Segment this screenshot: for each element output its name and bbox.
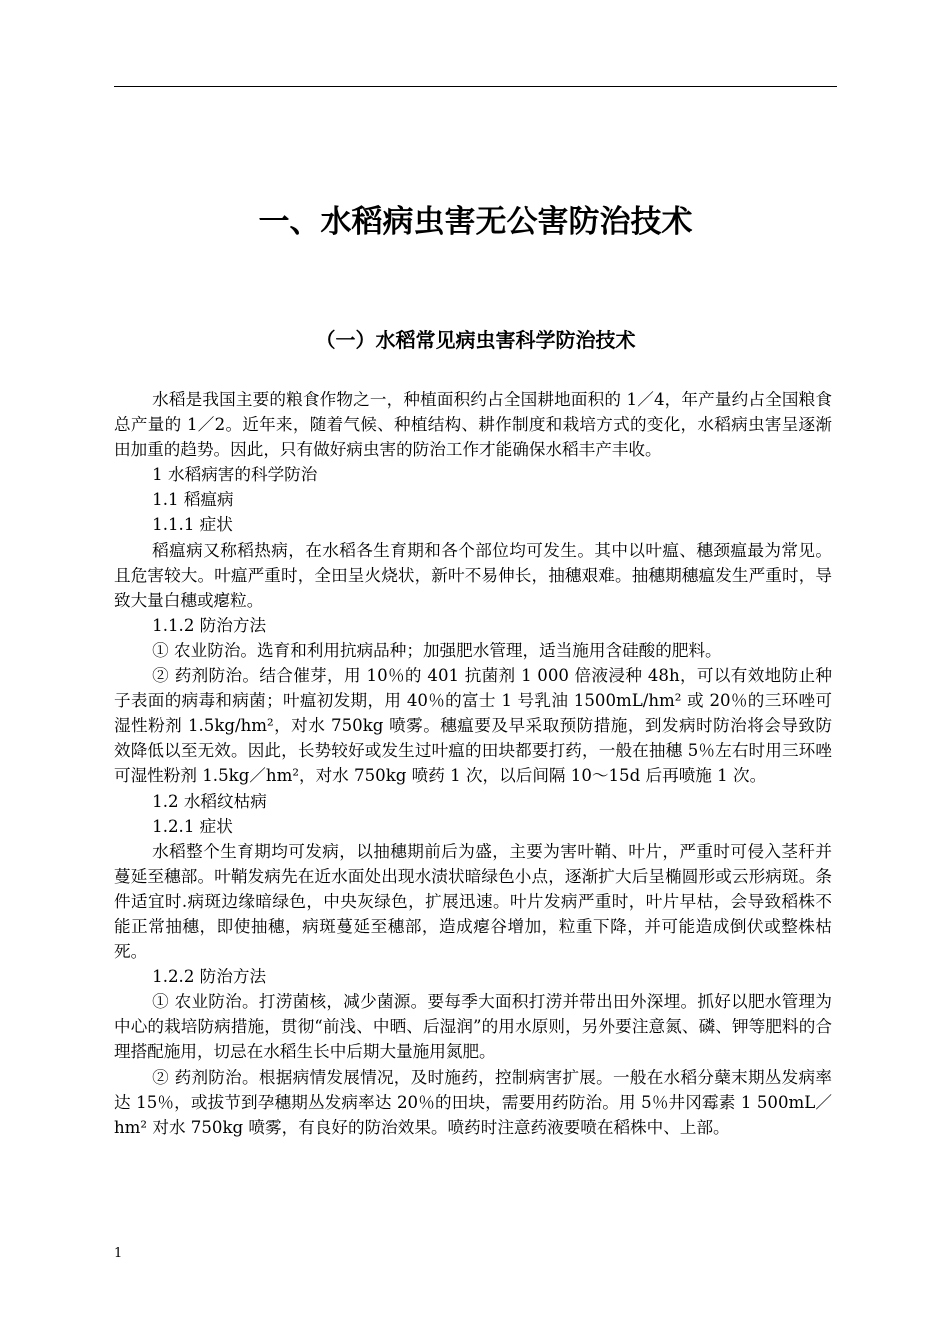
heading-sheath-control: 1.2.2 防治方法 <box>152 967 267 987</box>
section-title: （一）水稻常见病虫害科学防治技术 <box>315 328 636 352</box>
heading-blast-control: 1.1.2 防治方法 <box>152 615 267 635</box>
paragraph-intro: 水稻是我国主要的粮食作物之一，种植面积约占全国耕地面积的 1／4，年产量约占全国粮食总产量的 1／2。近年来，随着气候、种植结构、耕作制度和栽培方式的变化，水稻病虫害呈逐渐田加重的趋势。因此，只有做好病虫害的防治工作才能确保水稻丰产丰收。 <box>114 390 832 460</box>
paragraph-blast-symptoms: 稻瘟病又称稻热病，在水稻各生育期和各个部位均可发生。其中以叶瘟、穗颈瘟最为常见。且危害较大。叶瘟严重时，全田呈火烧状，新叶不易伸长，抽穗艰难。抽穗期穗瘟发生严重时，导致大量白穗或瘪粒。 <box>114 540 832 610</box>
paragraph-sheath-agricultural: ① 农业防治。打涝菌核，减少菌源。要每季大面积打涝并带出田外深埋。抓好以肥水管理为中心的栽培防病措施，贯彻“前浅、中晒、后湿润”的用水原则，另外要注意氮、磷、钾等肥料的合理搭配施用，切忌在水稻生长中后期大量施用氮肥。 <box>114 992 832 1062</box>
paragraph-sheath-symptoms: 水稻整个生育期均可发病，以抽穗期前后为盛，主要为害叶鞘、叶片，严重时可侵入茎秆并蔓延至穗部。叶鞘发病先在近水面处出现水渍状暗绿色小点，逐渐扩大后呈椭圆形或云形病斑。条件适宜时.病斑边缘暗绿色，中央灰绿色，扩展迅速。叶片发病严重时，叶片早枯，会导致稻株不能正常抽穗，即使抽穗，病斑蔓延至穗部，造成瘪谷增加，粒重下降，并可能造成倒伏或整株枯死。 <box>114 841 832 962</box>
header-rule <box>114 86 837 87</box>
heading-blast-symptoms: 1.1.1 症状 <box>152 515 233 535</box>
heading-disease-control: 1 水稻病害的科学防治 <box>152 465 318 485</box>
heading-sheath-blight: 1.2 水稻纹枯病 <box>152 791 267 811</box>
paragraph-sheath-chemical: ② 药剂防治。根据病情发展情况，及时施药，控制病害扩展。一般在水稻分蘖末期丛发病率达 15％，或拔节到孕穗期丛发病率达 20％的田块，需要用药防治。用 5％井冈霉素 1 500mL／hm² 对水 750kg 喷雾，有良好的防治效果。喷药时注意药液要喷在稻株中、上部。 <box>114 1067 832 1137</box>
page-number: 1 <box>114 1246 123 1261</box>
heading-rice-blast: 1.1 稻瘟病 <box>152 490 234 510</box>
paragraph-blast-agricultural: ① 农业防治。选育和利用抗病品种；加强肥水管理，适当施用含硅酸的肥料。 <box>152 640 722 660</box>
heading-sheath-symptoms: 1.2.1 症状 <box>152 816 233 836</box>
page-title: 一、水稻病虫害无公害防治技术 <box>258 204 693 240</box>
paragraph-blast-chemical: ② 药剂防治。结合催芽，用 10％的 401 抗菌剂 1 000 倍液浸种 48h，可以有效地防止种子表面的病毒和病菌；叶瘟初发期，用 40％的富士 1 号乳油 1500mL/hm² 或 20％的三环唑可湿性粉剂 1.5kg/hm²，对水 750kg 喷雾。穗瘟要及早采取预防措施，到发病时防治将会导致防效降低以至无效。因此，长势较好或发生过叶瘟的田块都要打药，一般在抽穗 5％左右时用三环唑可湿性粉剂 1.5kg／hm²，对水 750kg 喷药 1 次，以后间隔 10～15d 后再喷施 1 次。 <box>114 666 832 786</box>
document-body <box>114 387 832 1140</box>
